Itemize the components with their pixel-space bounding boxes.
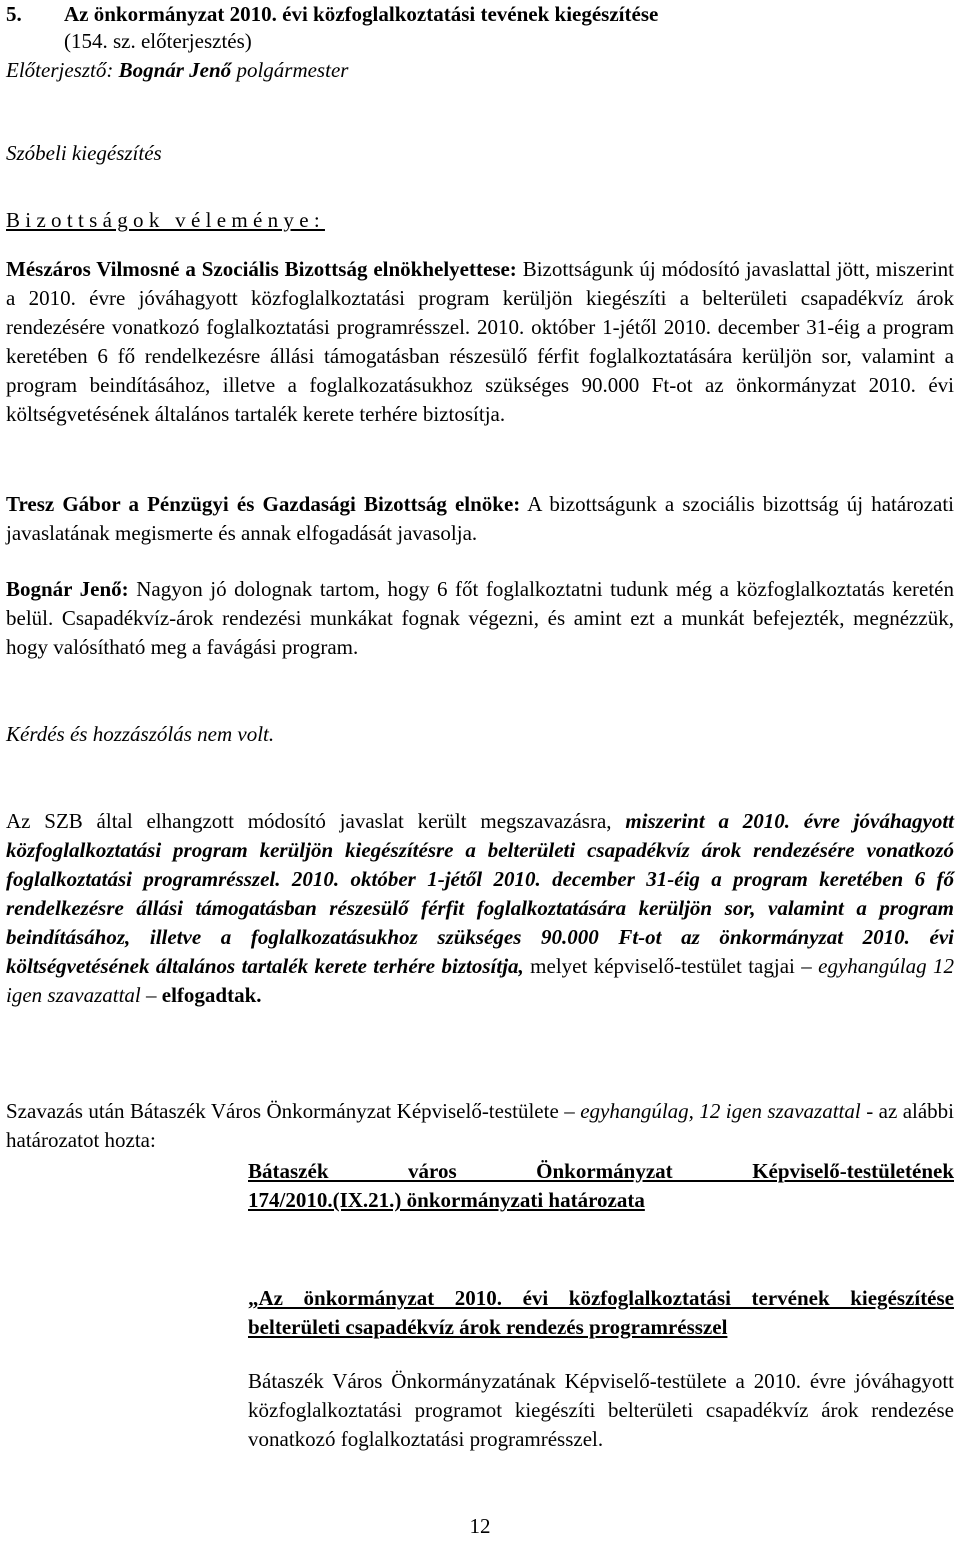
szb-vote-paragraph [6,807,954,1010]
agenda-item-number: 5. [6,2,22,26]
szb-vote-accepted: elfogadtak. [161,983,262,1007]
vote-after-paragraph [6,1097,954,1155]
resolution-text: Bátaszék Város Önkormányzatának Képviselő-testülete a 2010. évre jóváhagyott közfoglalkoztatási programot kiegészíti belterületi csapadékvíz árok rendezése vonatkozó foglalkoztatási programrésszel. [248,1369,954,1451]
presenter-name: Bognár Jenő [118,58,232,82]
tresz-statement [6,490,954,548]
resolution-title-line2: 174/2010.(IX.21.) önkormányzati határozata [248,1188,645,1212]
committee-opinions-heading: Bizottságok véleménye: [6,208,325,232]
presenter-line [6,56,954,85]
tresz-speaker: Tresz Gábor a Pénzügyi és Gazdasági Bizottság elnöke: [6,492,521,516]
vote-after-outro: - az alábbi határozatot hozta: [6,1099,955,1152]
szb-vote-proposal: miszerint a 2010. évre jóváhagyott közfoglalkoztatási program kerüljön kiegészítésre a belterületi csapadékvíz árok rendezésére vonatkozó foglalkoztatási programrésszel. 2010. október 1-jétől 2010. december 31-éig a program keretében 6 fő rendelkezésre állási támogatásban részesülő férfit foglalkoztatására kerüljön sor, valamint a program beindításához, illetve a foglalkozatásukhoz szükséges 90.000 Ft-ot az önkormányzat 2010. évi költségvetésének általános tartalék kerete terhére biztosítja, [6,809,954,978]
meszaros-statement [6,255,954,429]
agenda-item-title: Az önkormányzat 2010. évi közfoglalkoztatási tevének kiegészítése [64,2,659,26]
meszaros-speaker: Mészáros Vilmosné a Szociális Bizottság elnökhelyettese: [6,257,517,281]
resolution-title [248,1157,954,1215]
presenter-role: polgármester [236,58,349,82]
presenter-label: Előterjesztő: [6,58,114,82]
szb-vote-result: egyhangúlag 12 igen szavazattal [6,954,955,1007]
bognar-speaker: Bognár Jenő: [6,577,129,601]
resolution-title-line1: Bátaszék város Önkormányzat Képviselő-testületének [248,1159,954,1183]
meszaros-text: Bizottságunk új módosító javaslattal jött, miszerint a 2010. évre jóváhagyott közfoglalkoztatási program kerüljön kiegészíti a belterületi csapadékvíz árok rendezésére vonatkozó foglalkoztatási programrésszel. 2010. október 1-jétől 2010. december 31-éig a program keretében 6 fő rendelkezésre állási támogatásban részesülő férfit foglalkoztatására kerüljön sor, valamint a program beindításához, illetve a foglalkozatásukhoz szükséges 90.000 Ft-ot az önkormányzat 2010. évi költségvetésének általános tartalék kerete terhére biztosítja. [6,257,954,426]
vote-after-result: egyhangúlag, 12 igen szavazattal [580,1099,861,1123]
szb-vote-intro: Az SZB által elhangzott módosító javaslat került megszavazásra, [6,809,612,833]
szb-vote-middle: melyet képviselő-testület tagjai – [530,954,812,978]
bognar-text: Nagyon jó dolognak tartom, hogy 6 főt foglalkoztatni tudunk még a közfoglalkoztatás keretén belül. Csapadékvíz-árok rendezési munkákat fognak végezni, és amint ezt a munkát befejezték, megnézzük, hogy valósítható meg a favágási program. [6,577,954,659]
proposal-number: (154. sz. előterjesztés) [64,29,252,53]
resolution-name: „Az önkormányzat 2010. évi közfoglalkoztatási tervének kiegészítése belterületi csapadékvíz árok rendezés programrésszel [248,1286,954,1339]
vote-after-intro: Szavazás után Bátaszék Város Önkormányzat Képviselő-testülete – [6,1099,575,1123]
no-questions-note: Kérdés és hozzászólás nem volt. [6,722,275,746]
page-number: 12 [469,1514,491,1538]
resolution-block [248,1157,954,1451]
bognar-statement [6,575,954,662]
tresz-text: A bizottságunk a szociális bizottság új határozati javaslatának megismerte és annak elfogadását javasolja. [6,492,954,545]
szb-vote-dash: – [146,983,157,1007]
oral-supplement-label: Szóbeli kiegészítés [6,141,162,165]
agenda-item-heading [6,0,954,29]
